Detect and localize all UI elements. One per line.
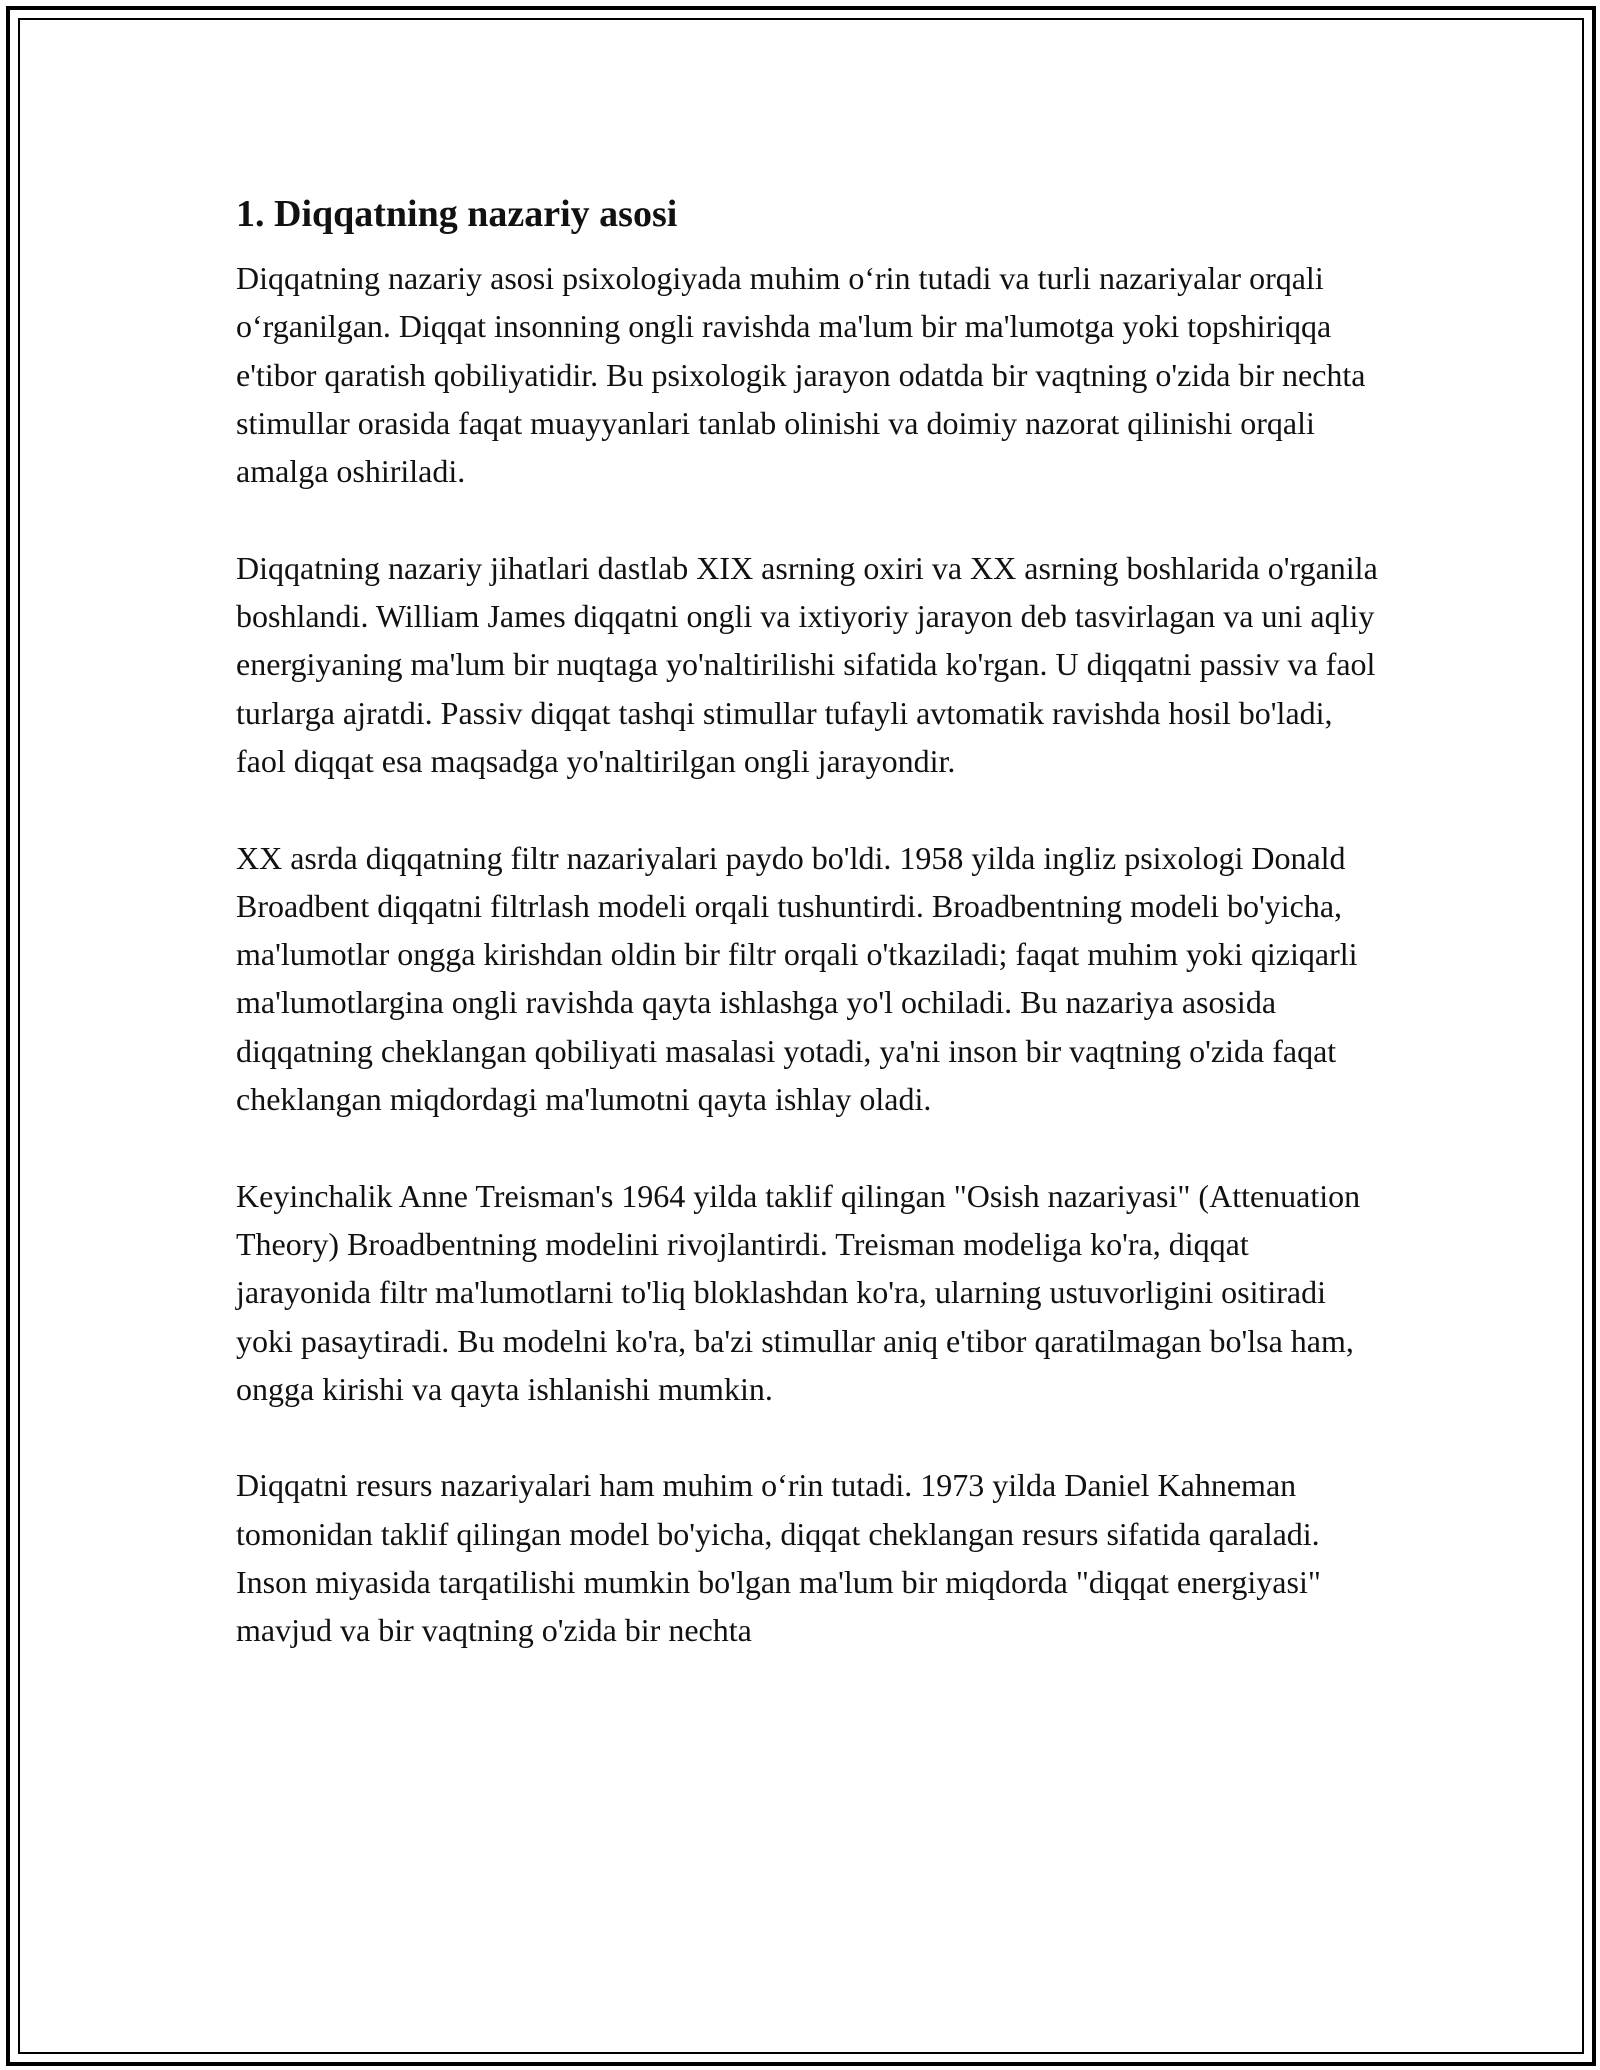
paragraph-5: Diqqatni resurs nazariyalari ham muhim o‘rin tutadi. 1973 yilda Daniel Kahneman tomonidan taklif qilingan model bo'yicha, diqqat cheklangan resurs sifatida qaraladi. Inson miyasida tarqatilishi mumkin bo'lgan ma'lum bir miqdorda "diqqat energiyasi" mavjud va bir vaqtning o'zida bir nechta: [236, 1467, 1321, 1649]
paragraph-1: Diqqatning nazariy asosi psixologiyada muhim o‘rin tutadi va turli nazariyalar orqali o‘rganilgan. Diqqat insonning ongli ravishda ma'lum bir ma'lumotga yoki topshiriqqa e'tibor qaratish qobiliyatidir. Bu psixologik jarayon odatda bir vaqtning o'zida bir nechta stimullar orasida faqat muayyanlari tanlab olinishi va doimiy nazorat qilinishi orqali amalga oshiriladi.: [236, 260, 1366, 490]
paragraph-3: XX asrda diqqatning filtr nazariyalari paydo bo'ldi. 1958 yilda ingliz psixologi Donald Broadbent diqqatni filtrlash modeli orqali tushuntirdi. Broadbentning modeli bo'yicha, ma'lumotlar ongga kirishdan oldin bir filtr orqali o'tkaziladi; faqat muhim yoki qiziqarli ma'lumotlargina ongli ravishda qayta ishlashga yo'l ochiladi. Bu nazariya asosida diqqatning cheklangan qobiliyati masalasi yotadi, ya'ni inson bir vaqtning o'zida faqat cheklangan miqdordagi ma'lumotni qayta ishlay oladi.: [236, 839, 1358, 1118]
paragraph-2: Diqqatning nazariy jihatlari dastlab XIX asrning oxiri va XX asrning boshlarida o'rganila boshlandi. William James diqqatni ongli va ixtiyoriy jarayon deb tasvirlagan va uni aqliy energiyaning ma'lum bir nuqtaga yo'naltirilishi sifatida ko'rgan. U diqqatni passiv va faol turlarga ajratdi. Passiv diqqat tashqi stimullar tufayli avtomatik ravishda hosil bo'ladi, faol diqqat esa maqsadga yo'naltirilgan ongli jarayondir.: [236, 549, 1378, 779]
section-title: 1. Diqqatning nazariy asosi: [236, 193, 678, 235]
paragraph-4: Keyinchalik Anne Treisman's 1964 yilda taklif qilingan "Osish nazariyasi" (Attenuation Theory) Broadbentning modelini rivojlantirdi. Treisman modeliga ko'ra, diqqat jarayonida filtr ma'lumotlarni to'liq bloklashdan ko'ra, ularning ustuvorligini ositiradi yoki pasaytiradi. Bu modelni ko'ra, ba'zi stimullar aniq e'tibor qaratilmagan bo'lsa ham, ongga kirishi va qayta ishlanishi mumkin.: [236, 1177, 1361, 1407]
document-body: [236, 188, 1386, 1703]
